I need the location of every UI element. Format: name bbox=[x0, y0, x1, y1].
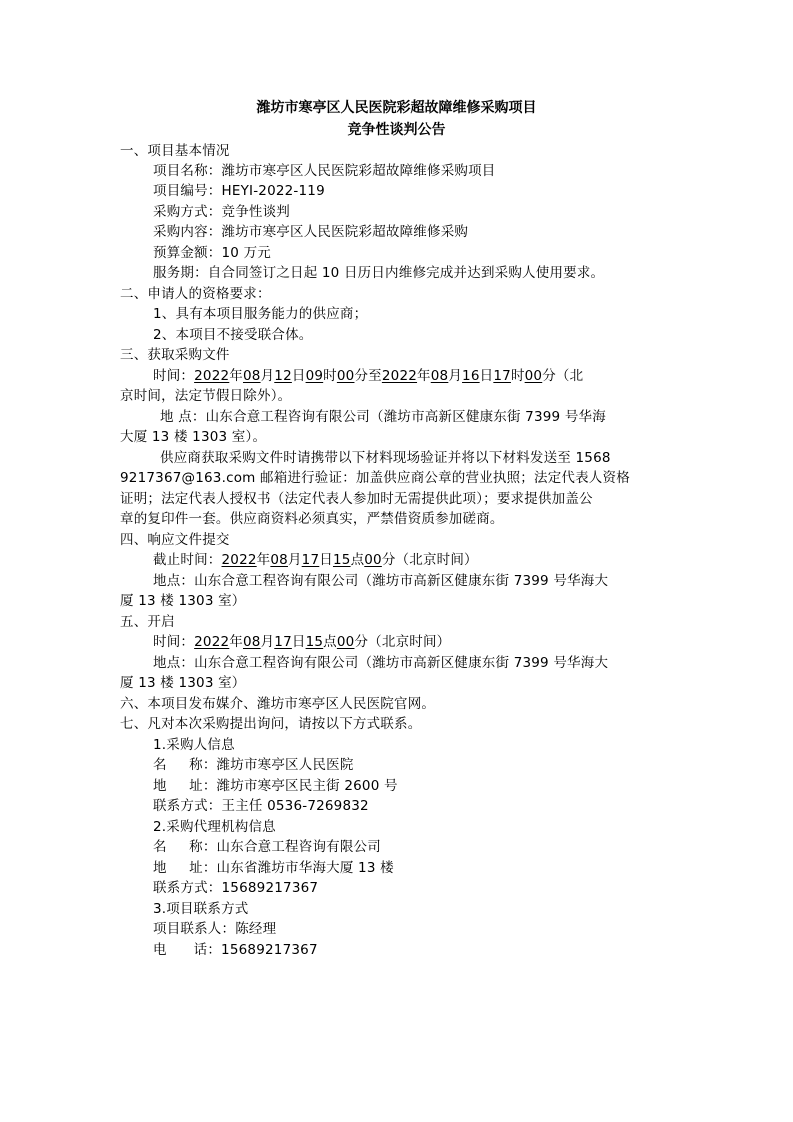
section3-heading: 三、获取采购文件 bbox=[120, 347, 230, 363]
section1-heading: 一、项目基本情况 bbox=[120, 143, 230, 159]
day-unit: 日 bbox=[291, 634, 306, 650]
requirement-2: 2、本项目不接受联合体。 bbox=[153, 327, 313, 343]
procurement-method: 采购方式：竞争性谈判 bbox=[153, 204, 290, 220]
hour-unit: 点 bbox=[323, 634, 337, 650]
deadline-label: 截止时间： bbox=[153, 552, 222, 568]
month-unit: 月 bbox=[287, 552, 302, 568]
supplier-requirements-line1: 供应商获取采购文件时请携带以下材料现场验证并将以下材料发送至 1568 bbox=[160, 450, 611, 466]
minute-unit-tail: 分（北京时间） bbox=[381, 552, 478, 568]
service-period: 服务期：自合同签订之日起 10 日历日内维修完成并达到采购人使用要求。 bbox=[153, 265, 605, 281]
year-unit: 年 bbox=[229, 368, 243, 384]
start-hour: 09 bbox=[305, 368, 324, 384]
deadline-hour: 15 bbox=[332, 552, 351, 568]
purchaser-heading: 1.采购人信息 bbox=[153, 737, 235, 753]
procurement-content: 采购内容：潍坊市寒亭区人民医院彩超故障维修采购 bbox=[153, 224, 469, 240]
opening-month: 08 bbox=[242, 634, 261, 650]
start-year: 2022 bbox=[194, 368, 230, 384]
supplier-requirements-line3: 证明；法定代表人授权书（法定代表人参加时无需提供此项）；要求提供加盖公 bbox=[120, 491, 593, 507]
acquisition-place-line1: 地 点：山东合意工程咨询有限公司（潍坊市高新区健康东街 7399 号华海 bbox=[160, 409, 606, 425]
deadline-month: 08 bbox=[270, 552, 288, 568]
requirement-1: 1、具有本项目服务能力的供应商； bbox=[153, 306, 368, 322]
agency-contact: 联系方式：15689217367 bbox=[153, 880, 319, 896]
document-subtitle: 竞争性谈判公告 bbox=[347, 122, 446, 138]
year-unit: 年 bbox=[417, 368, 431, 384]
submission-place-line1: 地点：山东合意工程咨询有限公司（潍坊市高新区健康东街 7399 号华海大 bbox=[153, 573, 609, 589]
section4-heading: 四、响应文件提交 bbox=[120, 532, 230, 548]
agency-address: 地 址：山东省潍坊市华海大厦 13 楼 bbox=[153, 860, 394, 876]
purchaser-name: 名 称：潍坊市寒亭区人民医院 bbox=[153, 757, 354, 773]
minute-unit-to: 分至 bbox=[354, 368, 382, 384]
day-unit: 日 bbox=[479, 368, 494, 384]
section5-heading: 五、开启 bbox=[120, 614, 175, 630]
opening-place-line2: 厦 13 楼 1303 室） bbox=[120, 675, 246, 691]
minute-unit-tail: 分（北京时间） bbox=[354, 634, 451, 650]
time-note: 京时间，法定节假日除外）。 bbox=[120, 388, 292, 404]
opening-day: 17 bbox=[274, 634, 292, 650]
start-minute: 00 bbox=[336, 368, 355, 384]
section2-heading: 二、申请人的资格要求： bbox=[120, 286, 271, 302]
deadline-day: 17 bbox=[301, 552, 320, 568]
supplier-requirements-line4: 章的复印件一套。供应商资料必须真实，严禁借资质参加磋商。 bbox=[120, 511, 504, 527]
end-year: 2022 bbox=[381, 368, 418, 384]
end-minute: 00 bbox=[524, 368, 543, 384]
opening-minute: 00 bbox=[336, 634, 355, 650]
project-contact-phone: 电 话：15689217367 bbox=[153, 942, 318, 958]
start-month: 08 bbox=[242, 368, 261, 384]
hour-unit: 时 bbox=[510, 368, 525, 384]
document-title: 潍坊市寒亭区人民医院彩超故障维修采购项目 bbox=[256, 100, 537, 116]
end-hour: 17 bbox=[493, 368, 511, 384]
deadline-year: 2022 bbox=[221, 552, 257, 568]
hour-unit: 时 bbox=[323, 368, 337, 384]
opening-time bbox=[153, 632, 450, 652]
agency-name: 名 称：山东合意工程咨询有限公司 bbox=[153, 839, 381, 855]
end-month: 08 bbox=[430, 368, 449, 384]
year-unit: 年 bbox=[256, 552, 271, 568]
purchaser-address: 地 址：潍坊市寒亭区民主街 2600 号 bbox=[153, 778, 398, 794]
acquisition-place-line2: 大厦 13 楼 1303 室）。 bbox=[120, 429, 267, 445]
project-contact-person: 项目联系人：陈经理 bbox=[153, 921, 277, 937]
month-unit: 月 bbox=[260, 634, 275, 650]
time-label: 时间： bbox=[153, 368, 195, 384]
deadline-minute: 00 bbox=[364, 552, 382, 568]
day-unit: 日 bbox=[319, 552, 333, 568]
document-acquisition-time bbox=[153, 366, 583, 386]
section6-heading: 六、本项目发布媒介、潍坊市寒亭区人民医院官网。 bbox=[120, 696, 436, 712]
purchaser-contact: 联系方式：王主任 0536-7269832 bbox=[153, 798, 369, 814]
start-day: 12 bbox=[274, 368, 292, 384]
project-contact-heading: 3.项目联系方式 bbox=[153, 901, 249, 917]
opening-hour: 15 bbox=[305, 634, 324, 650]
submission-deadline bbox=[153, 550, 478, 570]
agency-heading: 2.采购代理机构信息 bbox=[153, 819, 276, 835]
opening-place-line1: 地点：山东合意工程咨询有限公司（潍坊市高新区健康东街 7399 号华海大 bbox=[153, 655, 609, 671]
minute-unit-tail: 分（北 bbox=[542, 368, 584, 384]
budget-amount: 预算金额：10 万元 bbox=[153, 245, 271, 261]
month-unit: 月 bbox=[448, 368, 463, 384]
opening-year: 2022 bbox=[194, 634, 230, 650]
project-number: 项目编号：HEYI-2022-119 bbox=[153, 183, 325, 199]
end-day: 16 bbox=[462, 368, 480, 384]
time-label: 时间： bbox=[153, 634, 195, 650]
day-unit: 日 bbox=[291, 368, 306, 384]
month-unit: 月 bbox=[260, 368, 275, 384]
project-name: 项目名称：潍坊市寒亭区人民医院彩超故障维修采购项目 bbox=[153, 163, 496, 179]
year-unit: 年 bbox=[229, 634, 243, 650]
supplier-requirements-line2: 9217367@163.com 邮箱进行验证：加盖供应商公章的营业执照；法定代表人资格 bbox=[120, 470, 630, 486]
section7-heading: 七、凡对本次采购提出询问，请按以下方式联系。 bbox=[120, 716, 422, 732]
submission-place-line2: 厦 13 楼 1303 室） bbox=[120, 593, 246, 609]
hour-unit: 点 bbox=[350, 552, 365, 568]
